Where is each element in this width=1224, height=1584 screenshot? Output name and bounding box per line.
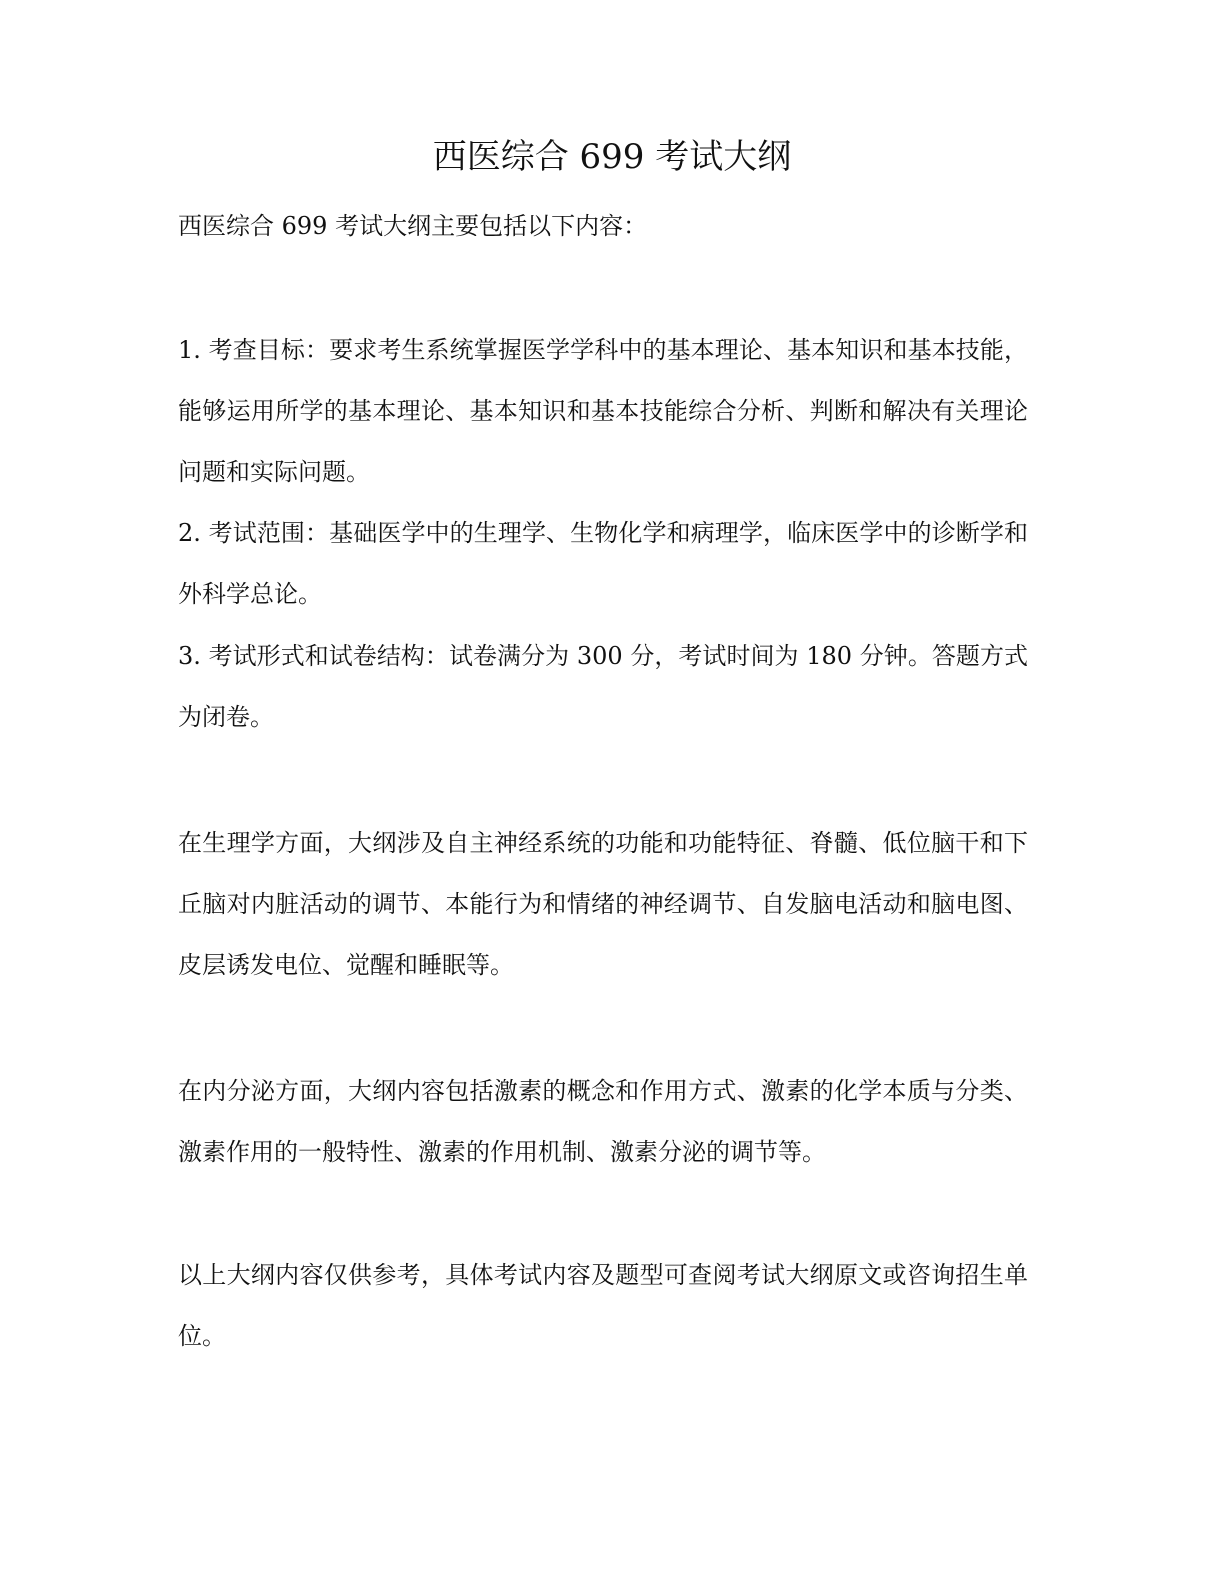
list-item-exam-scope: 2. 考试范围：基础医学中的生理学、生物化学和病理学，临床医学中的诊断学和外科学总论。: [178, 519, 1028, 608]
document-title: 西医综合 699 考试大纲: [432, 137, 792, 177]
physiology-paragraph: 在生理学方面，大纲涉及自主神经系统的功能和功能特征、脊髓、低位脑干和下丘脑对内脏活动的调节、本能行为和情绪的神经调节、自发脑电活动和脑电图、皮层诱发电位、觉醒和睡眠等。: [178, 829, 1028, 979]
disclaimer-paragraph: 以上大纲内容仅供参考，具体考试内容及题型可查阅考试大纲原文或咨询招生单位。: [178, 1261, 1028, 1350]
list-item-exam-objective: 1. 考查目标：要求考生系统掌握医学学科中的基本理论、基本知识和基本技能，能够运用所学的基本理论、基本知识和基本技能综合分析、判断和解决有关理论问题和实际问题。: [178, 336, 1028, 486]
intro-paragraph: 西医综合 699 考试大纲主要包括以下内容：: [178, 212, 648, 240]
list-item-exam-format: 3. 考试形式和试卷结构：试卷满分为 300 分，考试时间为 180 分钟。答题方式为闭卷。: [178, 642, 1028, 731]
endocrine-paragraph: 在内分泌方面，大纲内容包括激素的概念和作用方式、激素的化学本质与分类、激素作用的一般特性、激素的作用机制、激素分泌的调节等。: [178, 1077, 1028, 1166]
